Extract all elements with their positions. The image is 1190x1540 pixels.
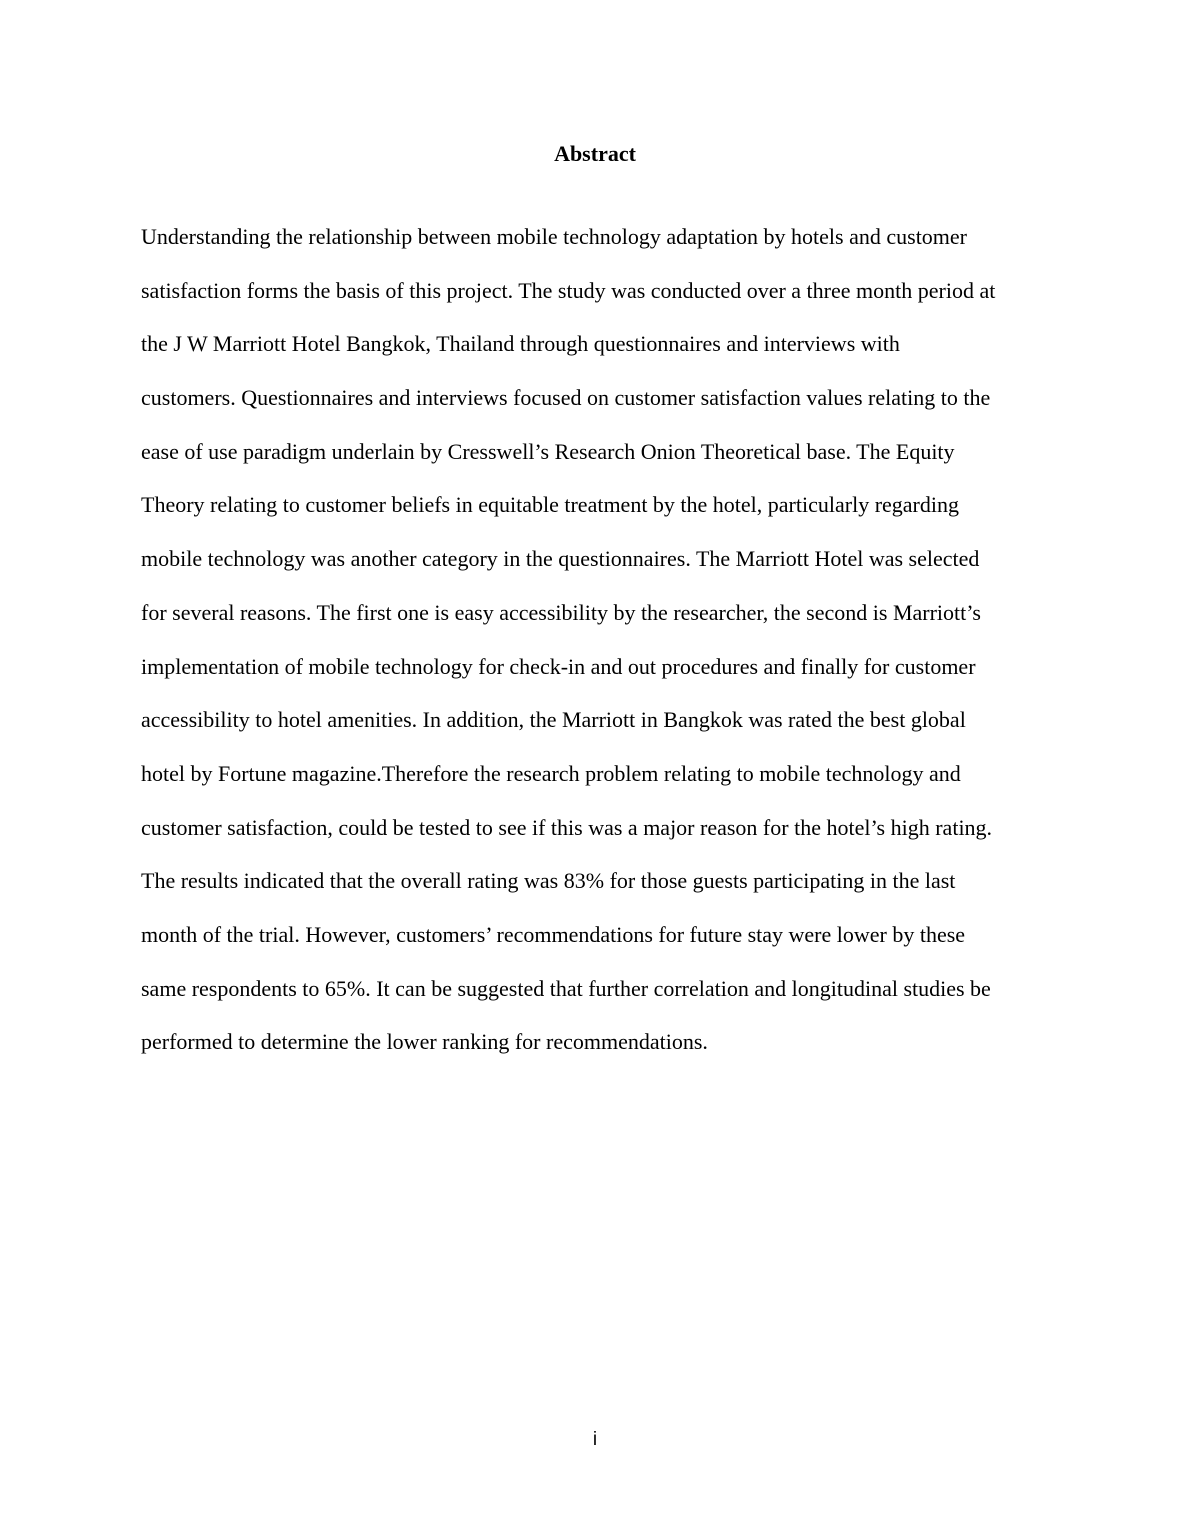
abstract-line: hotel by Fortune magazine.Therefore the research problem relating to mobile technology and (141, 760, 961, 786)
abstract-line: Theory relating to customer beliefs in equitable treatment by the hotel, particularly regarding (141, 492, 959, 518)
page-number: i (592, 1429, 598, 1450)
abstract-line: satisfaction forms the basis of this project. The study was conducted over a three month period at (141, 277, 996, 303)
abstract-line: implementation of mobile technology for check-in and out procedures and finally for customer (141, 653, 976, 679)
abstract-line: customer satisfaction, could be tested to see if this was a major reason for the hotel’s high rating. (141, 814, 993, 840)
abstract-line: performed to determine the lower ranking for recommendations. (141, 1029, 708, 1055)
abstract-line: ease of use paradigm underlain by Cresswell’s Research Onion Theoretical base. The Equity (141, 438, 955, 464)
abstract-body (141, 210, 1051, 1069)
abstract-line: Understanding the relationship between mobile technology adaptation by hotels and customer (141, 224, 968, 249)
abstract-line: same respondents to 65%. It can be suggested that further correlation and longitudinal studies be (141, 975, 991, 1001)
abstract-line: accessibility to hotel amenities. In addition, the Marriott in Bangkok was rated the best global (141, 707, 966, 733)
abstract-line: the J W Marriott Hotel Bangkok, Thailand through questionnaires and interviews with (141, 331, 900, 357)
abstract-line: The results indicated that the overall rating was 83% for those guests participating in the last (141, 868, 956, 894)
abstract-title: Abstract (554, 141, 636, 166)
abstract-line: mobile technology was another category in the questionnaires. The Marriott Hotel was selected (141, 546, 980, 572)
abstract-line: month of the trial. However, customers’ recommendations for future stay were lower by these (141, 921, 966, 947)
abstract-line: for several reasons. The first one is easy accessibility by the researcher, the second is Marriott’s (141, 599, 981, 625)
abstract-line: customers. Questionnaires and interviews focused on customer satisfaction values relating to the (141, 385, 991, 411)
